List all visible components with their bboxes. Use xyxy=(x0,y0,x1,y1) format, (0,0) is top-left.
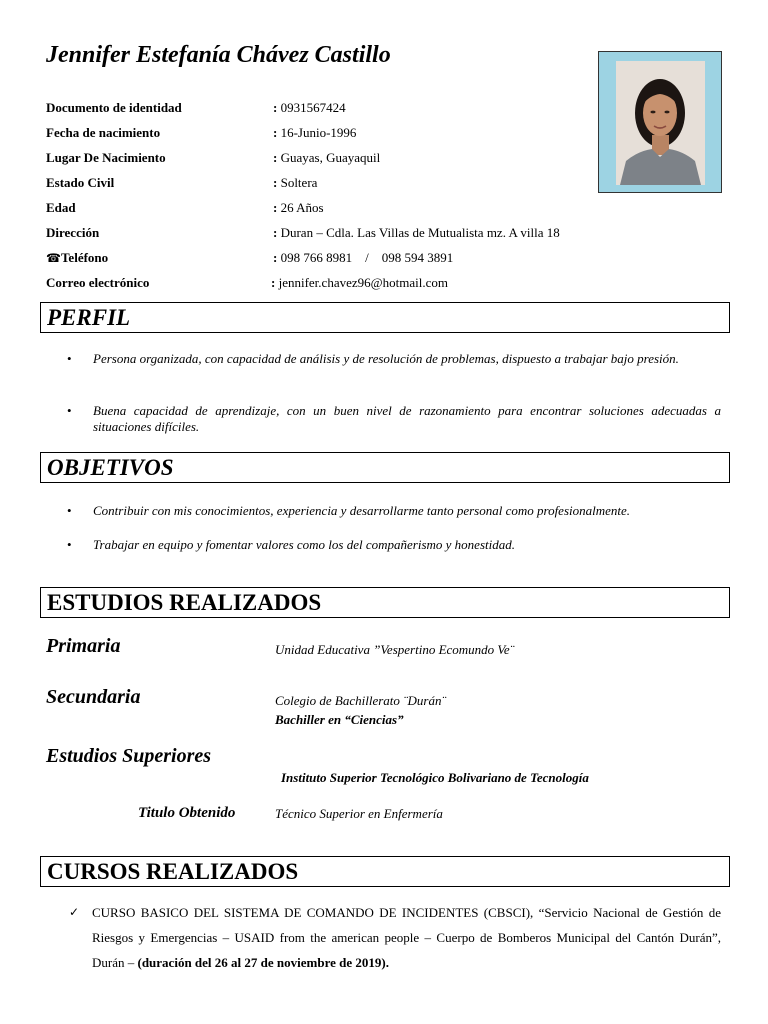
perfil-item: • Persona organizada, con capacidad de análisis y de resolución de problemas, dispuesto a trabajar bajo presión. xyxy=(67,351,679,366)
info-label-direccion: Dirección xyxy=(46,225,100,240)
info-value-documento: : 0931567424 xyxy=(273,100,346,115)
edu-value-bachiller: Bachiller en “Ciencias” xyxy=(275,712,404,727)
profile-photo-frame xyxy=(598,51,722,193)
info-value-estado-civil: : Soltera xyxy=(273,175,318,190)
profile-photo xyxy=(616,61,705,185)
info-value-fecha-nacimiento: : 16-Junio-1996 xyxy=(273,125,357,140)
edu-value-titulo: Técnico Superior en Enfermería xyxy=(275,806,443,821)
objetivos-item: • Trabajar en equipo y fomentar valores como los del compañerismo y honestidad. xyxy=(67,537,515,552)
course-duration: (duración del 26 al 27 de noviembre de 2019). xyxy=(137,955,389,970)
info-value-lugar-nacimiento: : Guayas, Guayaquil xyxy=(273,150,381,165)
objetivos-item: • Contribuir con mis conocimientos, experiencia y desarrollarme tanto personal como profesionalmente. xyxy=(67,503,631,518)
info-label-telefono: ☎Teléfono xyxy=(46,250,109,265)
bullet-icon: • xyxy=(67,537,72,552)
edu-value-secundaria: Colegio de Bachillerato ¨Durán¨ xyxy=(275,693,446,708)
edu-label-secundaria: Secundaria xyxy=(46,686,141,708)
edu-label-primaria: Primaria xyxy=(46,635,121,657)
phone-icon: ☎ xyxy=(46,251,61,265)
info-label-edad: Edad xyxy=(46,200,76,215)
info-label-fecha-nacimiento: Fecha de nacimiento xyxy=(46,125,161,140)
info-label-documento: Documento de identidad xyxy=(46,100,182,115)
edu-label-superiores: Estudios Superiores xyxy=(46,745,212,767)
edu-label-titulo: Titulo Obtenido xyxy=(138,805,236,821)
bullet-icon: • xyxy=(67,403,72,418)
applicant-name: Jennifer Estefanía Chávez Castillo xyxy=(46,42,391,68)
section-heading-estudios: ESTUDIOS REALIZADOS xyxy=(40,587,730,618)
bullet-icon: • xyxy=(67,351,72,366)
portrait-image xyxy=(616,61,705,185)
section-heading-perfil: PERFIL xyxy=(40,302,730,333)
info-value-direccion: : Duran – Cdla. Las Villas de Mutualista mz. A villa 18 xyxy=(273,225,560,240)
edu-value-superiores: Instituto Superior Tecnológico Bolivariano de Tecnología xyxy=(281,770,589,785)
info-value-telefono: : 098 766 8981 / 098 594 3891 xyxy=(273,250,454,265)
bullet-icon: • xyxy=(67,503,72,518)
info-label-correo: Correo electrónico xyxy=(46,275,150,290)
perfil-item: • Buena capacidad de aprendizaje, con un buen nivel de razonamiento para encontrar soluciones adecuadas a situaciones difíciles. xyxy=(67,403,721,434)
info-label-estado-civil: Estado Civil xyxy=(46,175,115,190)
info-value-correo: : jennifer.chavez96@hotmail.com xyxy=(271,275,448,290)
section-heading-cursos: CURSOS REALIZADOS xyxy=(40,856,730,887)
checkmark-icon: ✓ xyxy=(69,905,80,919)
edu-value-primaria: Unidad Educativa ”Vespertino Ecomundo Ve¨ xyxy=(275,642,515,657)
course-item xyxy=(69,900,721,975)
info-label-lugar-nacimiento: Lugar De Nacimiento xyxy=(46,150,166,165)
info-value-edad: : 26 Años xyxy=(273,200,324,215)
course-description: CURSO BASICO DEL SISTEMA DE COMANDO DE INCIDENTES (CBSCI), “Servicio Nacional de Gestión de Riesgos y Emergencias – USAID from the american people – Cuerpo de Bomberos Municipal del Cantón Durán”, Durán – xyxy=(92,905,721,970)
section-heading-objetivos: OBJETIVOS xyxy=(40,452,730,483)
